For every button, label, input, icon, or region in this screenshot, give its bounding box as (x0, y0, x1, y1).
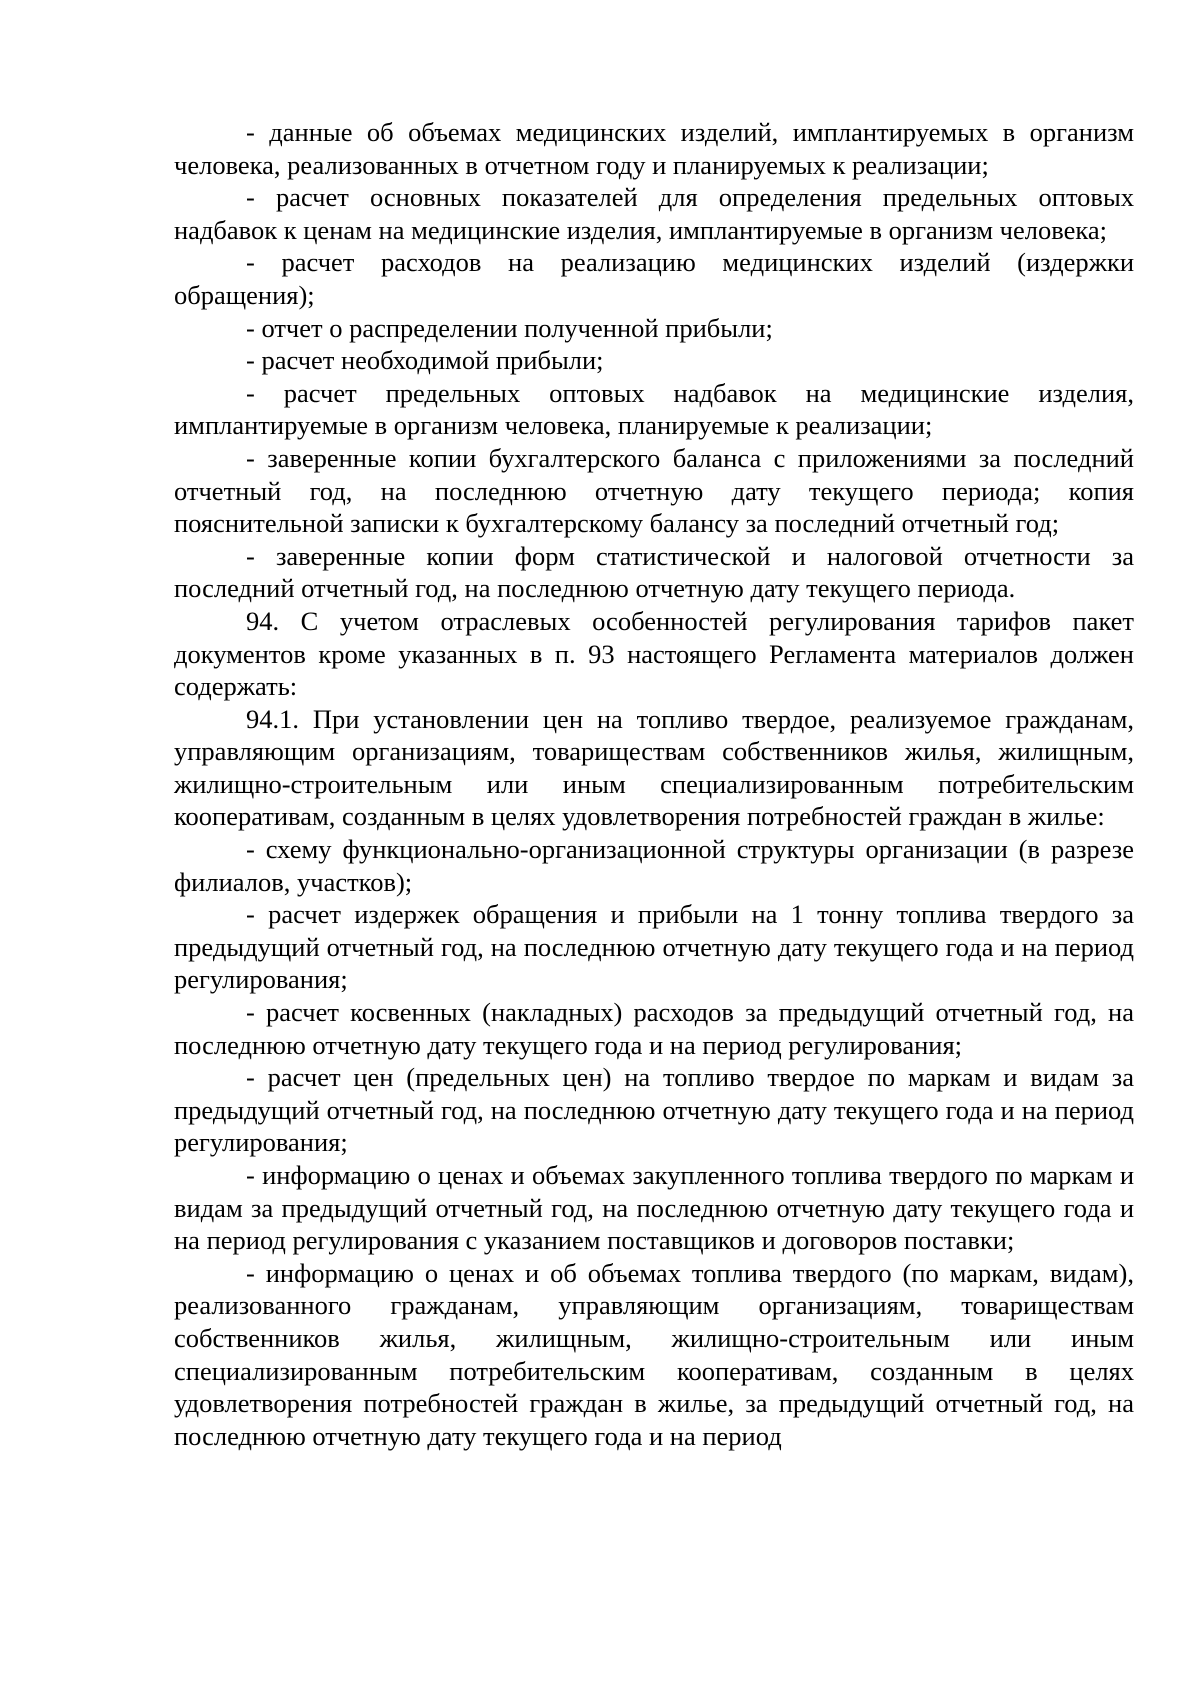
list-item: - заверенные копии форм статистической и налоговой отчетности за последний отчетный год, на последнюю отчетную дату текущего периода. (174, 540, 1134, 604)
list-item: - отчет о распределении полученной прибыли; (246, 312, 773, 343)
list-item: - данные об объемах медицинских изделий, имплантируемых в организм человека, реализованных в отчетном году и планируемых к реализации; (174, 117, 1134, 180)
list-item: - информацию о ценах и объемах закупленного топлива твердого по маркам и видам за предыдущий отчетный год, на последнюю отчетную дату текущего года и на период регулирования с указанием поставщиков и договоров поставки; (174, 1160, 1134, 1256)
list-item: - расчет расходов на реализацию медицинских изделий (издержки обращения); (174, 247, 1134, 310)
list-item: - схему функционально-организационной структуры организации (в разрезе филиалов, участков); (174, 834, 1134, 897)
list-item: - расчет необходимой прибыли; (246, 345, 604, 376)
list-item: - информацию о ценах и об объемах топлива твердого (по маркам, видам), реализованного гражданам, управляющим организациям, товариществам собственников жилья, жилищным, жилищно-строительным или иным специализированным потребительским кооперативам, созданным в целях удовлетворения потребностей граждан в жилье, за предыдущий отчетный год, на последнюю отчетную дату текущего года и на период (174, 1257, 1134, 1451)
list-item: - расчет предельных оптовых надбавок на медицинские изделия, имплантируемые в организм человека, планируемые к реализации; (174, 377, 1134, 441)
list-item: - расчет издержек обращения и прибыли на 1 тонну топлива твердого за предыдущий отчетный год, на последнюю отчетную дату текущего года и на период регулирования; (174, 899, 1134, 995)
subsection-paragraph: 94.1. При установлении цен на топливо твердое, реализуемое гражданам, управляющим организациям, товариществам собственников жилья, жилищным, жилищно-строительным или иным специализированным потребительским кооперативам, созданным в целях удовлетворения потребностей граждан в жилье: (174, 703, 1134, 832)
list-item: - расчет основных показателей для определения предельных оптовых надбавок к ценам на медицинские изделия, имплантируемые в организм человека; (174, 182, 1134, 245)
section-paragraph: 94. С учетом отраслевых особенностей регулирования тарифов пакет документов кроме указанных в п. 93 настоящего Регламента материалов должен содержать: (174, 605, 1134, 702)
list-item: - расчет косвенных (накладных) расходов за предыдущий отчетный год, на последнюю отчетную дату текущего года и на период регулирования; (174, 997, 1134, 1060)
document-page (174, 116, 1134, 1452)
list-item: - расчет цен (предельных цен) на топливо твердое по маркам и видам за предыдущий отчетный год, на последнюю отчетную дату текущего года и на период регулирования; (174, 1062, 1134, 1158)
list-item: - заверенные копии бухгалтерского баланса с приложениями за последний отчетный год, на последнюю отчетную дату текущего периода; копия пояснительной записки к бухгалтерскому балансу за последний отчетный год; (174, 442, 1134, 539)
